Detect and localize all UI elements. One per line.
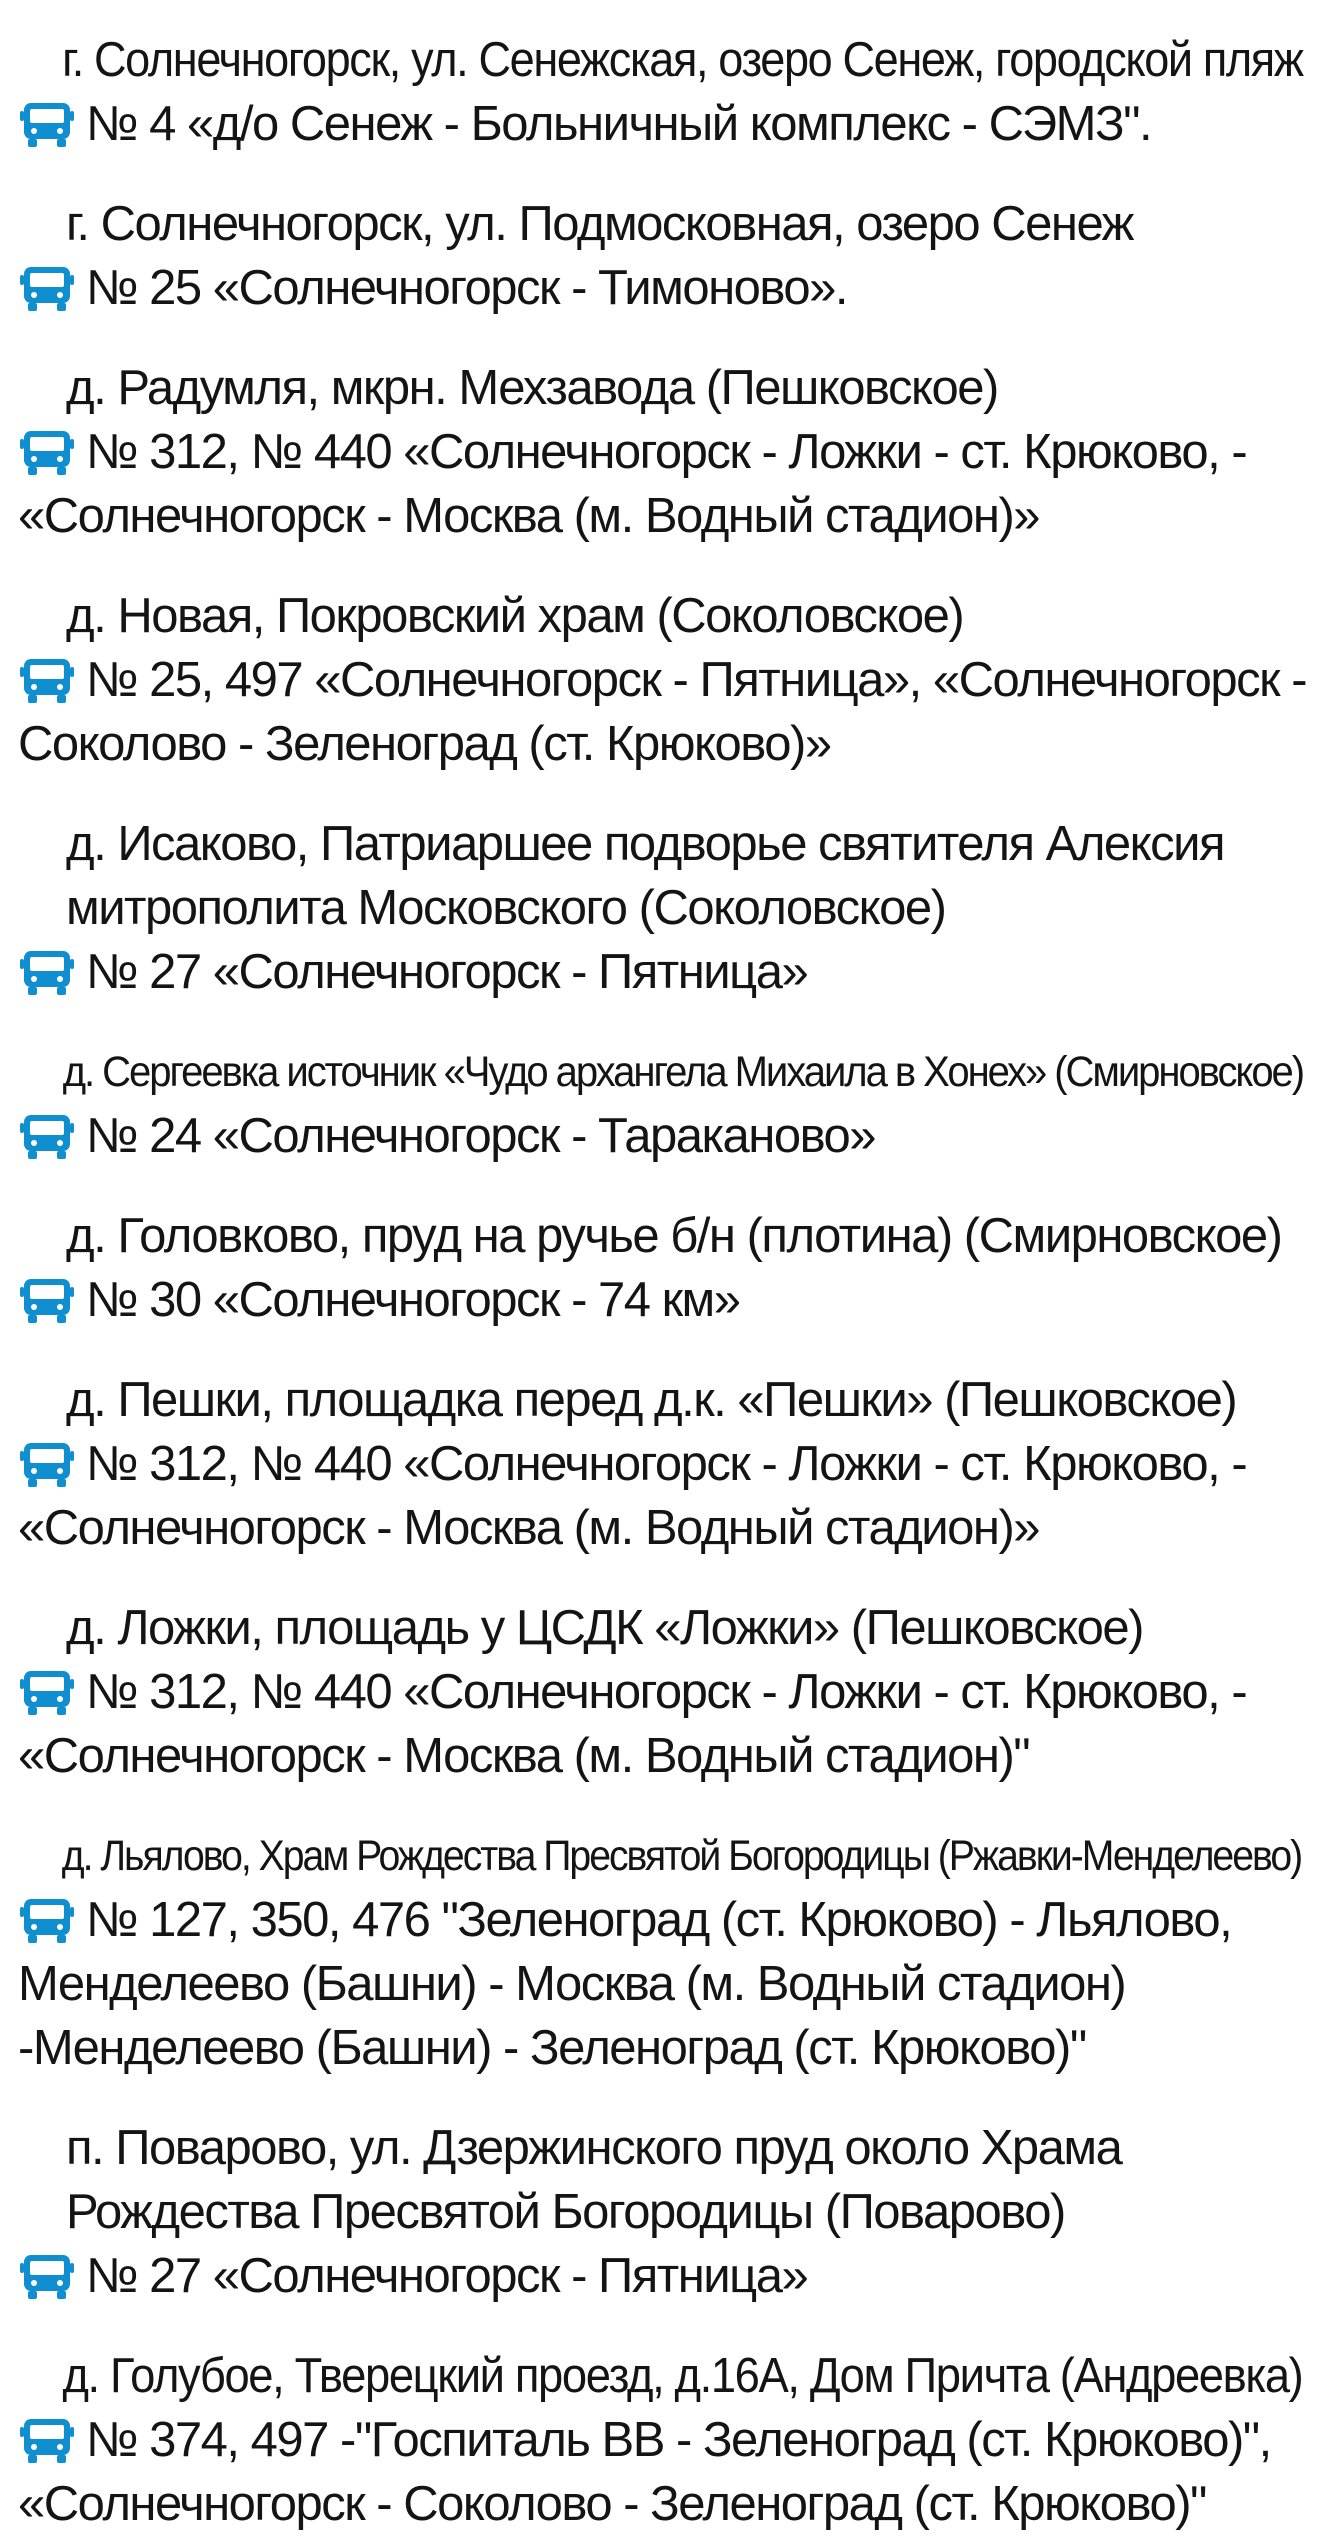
entry-10 xyxy=(18,1824,1306,2080)
entry-11 xyxy=(18,2116,1306,2308)
entry-8 xyxy=(18,1368,1306,1560)
entry-2 xyxy=(18,192,1306,320)
entry-7 xyxy=(18,1204,1306,1332)
route-text-line xyxy=(18,1432,1306,1560)
bus-icon xyxy=(18,427,76,477)
location-text: д. Радумля, мкрн. Мехзавода (Пешковское) xyxy=(66,361,998,415)
route-text-line xyxy=(18,2408,1306,2536)
entry-3 xyxy=(18,356,1306,548)
route-text-line xyxy=(18,940,1306,1004)
location-text: д. Исаково, Патриаршее подворье святителя Алексия митрополита Московского (Соколовское) xyxy=(66,817,1225,935)
entry-1 xyxy=(18,28,1306,156)
location-text: г. Солнечногорск, ул. Сенежская, озеро Сенеж, городской пляж xyxy=(62,33,1303,87)
route-text-line xyxy=(18,1104,1306,1168)
bus-icon xyxy=(18,2415,76,2465)
route-text-line xyxy=(18,256,1306,320)
route-text: № 24 «Солнечногорск - Тараканово» xyxy=(86,1109,876,1163)
bus-icon xyxy=(18,99,76,149)
route-text: № 4 «д/о Сенеж - Больничный комплекс - СЭМЗ". xyxy=(86,97,1152,151)
bus-icon xyxy=(18,655,76,705)
route-text: № 27 «Солнечногорск - Пятница» xyxy=(86,2249,808,2303)
location-text: д. Голубое, Тверецкий проезд, д.16А, Дом Причта (Андреевка) xyxy=(62,2349,1303,2403)
route-text: № 127, 350, 476 "Зеленоград (ст. Крюково) - Льялово, Менделеево (Башни) - Москва (м. Водный стадион) -Менделеево (Башни) - Зеленоград (ст. Крюково)" xyxy=(18,1893,1232,2075)
location-text: д. Пешки, площадка перед д.к. «Пешки» (Пешковское) xyxy=(66,1373,1237,1427)
route-text: № 30 «Солнечногорск - 74 км» xyxy=(86,1273,740,1327)
location-text: д. Новая, Покровский храм (Соколовское) xyxy=(66,589,964,643)
route-text-line xyxy=(18,92,1306,156)
location-text: г. Солнечногорск, ул. Подмосковная, озеро Сенеж xyxy=(66,197,1133,251)
entry-12 xyxy=(18,2344,1306,2536)
location-text: д. Льялово, Храм Рождества Пресвятой Богородицы (Ржавки-Менделеево) xyxy=(61,1832,1302,1880)
route-text: № 312, № 440 «Солнечногорск - Ложки - ст. Крюково, - «Солнечногорск - Москва (м. Водный стадион)» xyxy=(18,425,1247,543)
route-text: № 312, № 440 «Солнечногорск - Ложки - ст. Крюково, - «Солнечногорск - Москва (м. Водный стадион)" xyxy=(18,1665,1247,1783)
route-text: № 25 «Солнечногорск - Тимоново». xyxy=(86,261,848,315)
route-text: № 25, 497 «Солнечногорск - Пятница», «Солнечногорск - Соколово - Зеленоград (ст. Крюково)» xyxy=(18,653,1307,771)
location-text: д. Головково, пруд на ручье б/н (плотина) (Смирновское) xyxy=(66,1209,1282,1263)
bus-icon xyxy=(18,1439,76,1489)
bus-icon xyxy=(18,2251,76,2301)
route-text-line xyxy=(18,1660,1306,1788)
location-text: д. Сергеевка источник «Чудо архангела Михаила в Хонех» (Смирновское) xyxy=(62,1048,1304,1096)
bus-icon xyxy=(18,1667,76,1717)
location-text: д. Ложки, площадь у ЦСДК «Ложки» (Пешковское) xyxy=(66,1601,1143,1655)
location-text: п. Поварово, ул. Дзержинского пруд около Храма Рождества Пресвятой Богородицы (Поварово) xyxy=(66,2121,1122,2239)
bus-icon xyxy=(18,1275,76,1325)
route-text: № 27 «Солнечногорск - Пятница» xyxy=(86,945,808,999)
route-text-line xyxy=(18,420,1306,548)
entry-4 xyxy=(18,584,1306,776)
bus-icon xyxy=(18,1895,76,1945)
route-text-line xyxy=(18,648,1306,776)
entry-5 xyxy=(18,812,1306,1004)
route-text-line xyxy=(18,2244,1306,2308)
route-text-line xyxy=(18,1888,1306,2080)
bus-icon xyxy=(18,1111,76,1161)
route-text: № 374, 497 -"Госпиталь ВВ - Зеленоград (ст. Крюково)", «Солнечногорск - Соколово - Зеленоград (ст. Крюково)" xyxy=(18,2413,1271,2531)
route-text: № 312, № 440 «Солнечногорск - Ложки - ст. Крюково, - «Солнечногорск - Москва (м. Водный стадион)» xyxy=(18,1437,1247,1555)
bus-icon xyxy=(18,263,76,313)
entry-9 xyxy=(18,1596,1306,1788)
entry-6 xyxy=(18,1040,1306,1168)
route-text-line xyxy=(18,1268,1306,1332)
bus-icon xyxy=(18,947,76,997)
